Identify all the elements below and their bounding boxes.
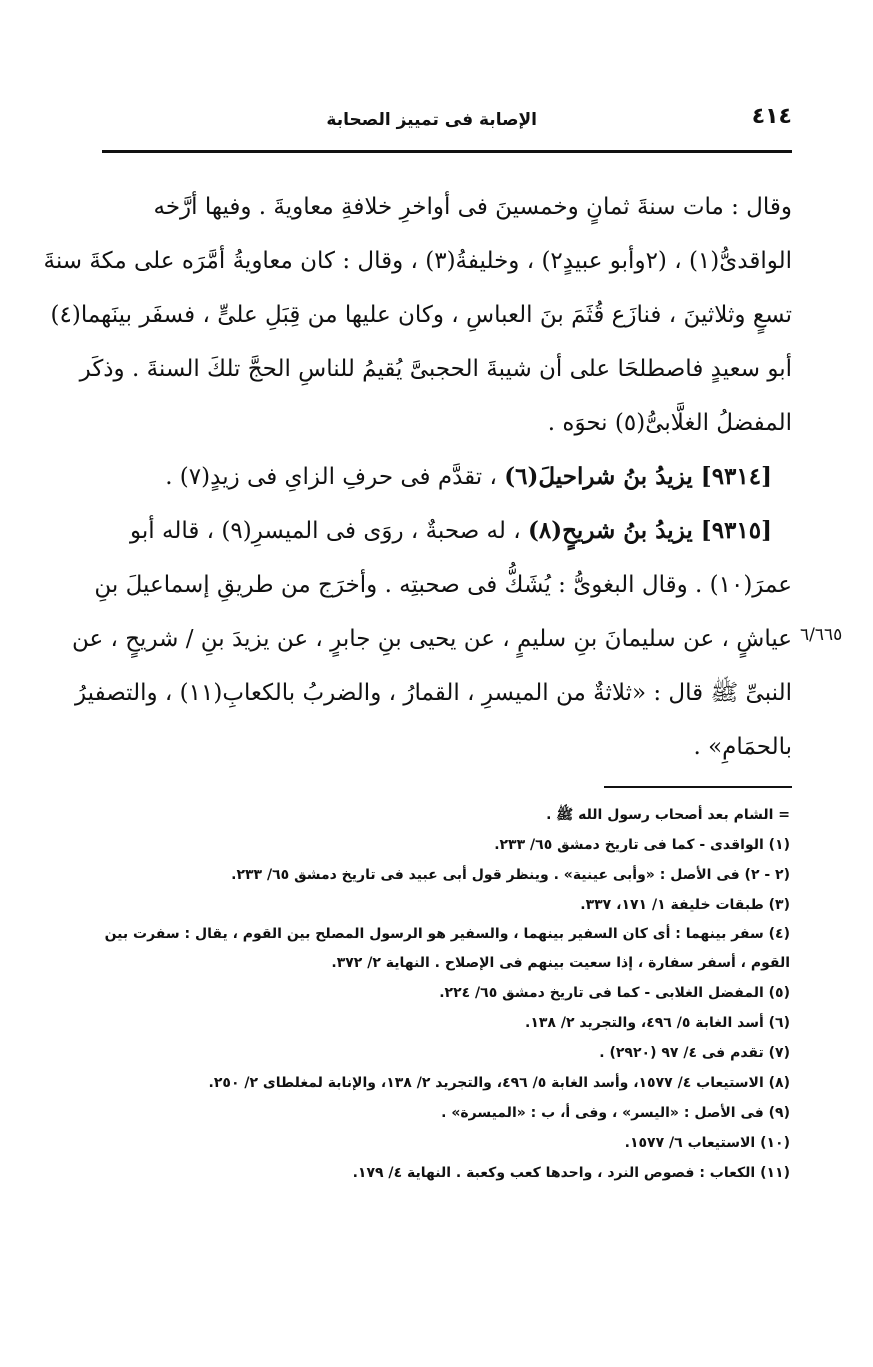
text-line: بالحمَامِ» . <box>693 734 792 760</box>
text-line: عياشٍ ، عن سليمانَ بنِ سليمٍ ، عن يحيى بنِ جابرٍ ، عن يزيدَ بنِ / شريحٍ ، عن <box>71 626 792 652</box>
entry-9315-heading: [٩٣١٥] يزيدُ بنُ شريحٍ(٨) <box>527 517 772 544</box>
text-line: عمرَ(١٠) . وقال البغوىُّ : يُشَكُّ فى صحبتِه . وأخرَج من طريقِ إسماعيلَ بنِ <box>94 572 792 598</box>
header-rule <box>102 150 792 153</box>
text-line: النبىِّ ﷺ قال : «ثلاثةٌ من الميسرِ ، القمارُ ، والضربُ بالكعابِ(١١) ، والتصفيرُ <box>74 680 792 706</box>
footnote: (٥) المفضل الغلابى - كما فى تاريخ دمشق ٦٥/ ٢٢٤. <box>439 985 790 1001</box>
footnote: (٣) طبقات خليفة ١/ ١٧١، ٣٣٧. <box>580 897 790 913</box>
footnote: (١١) الكعاب : فصوص النرد ، واحدها كعب وكعبة . النهاية ٤/ ١٧٩. <box>352 1165 790 1181</box>
footnote: (١٠) الاستيعاب ٦/ ١٥٧٧. <box>624 1135 790 1151</box>
entry-9314-text: ، تقدَّم فى حرفِ الزاىِ فى زيدٍ(٧) . <box>165 464 505 490</box>
footnote: (١) الواقدى - كما فى تاريخ دمشق ٦٥/ ٢٣٣. <box>494 837 790 853</box>
margin-reference: ٦/٦٦٥ <box>800 625 843 645</box>
text-line: أبو سعيدٍ فاصطلحَا على أن شيبةَ الحجبىَّ يُقيمُ للناسِ الحجَّ تلكَ السنةَ . وذكَر <box>79 356 792 382</box>
footnotes <box>100 800 790 1188</box>
footnote: = الشام بعد أصحاب رسول الله ﷺ . <box>546 807 790 823</box>
entry-9314 <box>102 450 792 504</box>
footnote: (٩) فى الأصل : «اليسر» ، وفى أ، ب : «الميسرة» . <box>441 1105 790 1121</box>
footnote: (٢ - ٢) فى الأصل : «وأبى عينية» . وينظر قول أبى عبيد فى تاريخ دمشق ٦٥/ ٢٣٣. <box>231 867 790 883</box>
main-text <box>43 180 792 774</box>
page-header <box>102 100 792 140</box>
running-title: الإصابة فى تمييز الصحابة <box>326 110 537 130</box>
footnote-rule <box>604 786 792 788</box>
footnote: (٧) تقدم فى ٤/ ٩٧ (٢٩٢٠) . <box>599 1045 790 1061</box>
footnote: (٦) أسد الغابة ٥/ ٤٩٦، والتجريد ٢/ ١٣٨. <box>525 1015 790 1031</box>
entry-9315-text: ، له صحبةٌ ، روَى فى الميسرِ(٩) ، قاله أبو <box>130 518 528 544</box>
entry-9315 <box>102 504 792 558</box>
text-line: الواقدىُّ(١) ، (٢وأبو عبيدٍ٢) ، وخليفةُ(٣) ، وقال : كان معاويةُ أمَّرَه على مكةَ سنةَ <box>43 248 792 274</box>
text-line: المفضلُ الغلَّابىُّ(٥) نحوَه . <box>547 410 792 436</box>
entry-9314-heading: [٩٣١٤] يزيدُ بنُ شراحيلَ(٦) <box>504 463 772 490</box>
footnote: (٤) سفر بينهما : أى كان السفير بينهما ، والسفير هو الرسول المصلح بين القوم ، يقال : سفرت بين القوم ، أسفر سفارة ، إذا سعيت بينهم فى الإصلاح . النهاية ٢/ ٣٧٢. <box>104 926 790 971</box>
text-line: وقال : مات سنةَ ثمانٍ وخمسينَ فى أواخرِ خلافةِ معاويةَ . وفيها أرَّخه <box>153 194 792 220</box>
footnote: (٨) الاستيعاب ٤/ ١٥٧٧، وأسد الغابة ٥/ ٤٩٦، والتجريد ٢/ ١٣٨، والإنابة لمغلطاى ٢/ ٢٥٠. <box>208 1075 790 1091</box>
text-line: تسعٍ وثلاثينَ ، فنازَع قُثَمَ بنَ العباسِ ، وكان عليها من قِبَلِ علىٍّ ، فسفَر بينَهما(٤) <box>50 302 792 328</box>
page-number: ٤١٤ <box>751 104 792 129</box>
